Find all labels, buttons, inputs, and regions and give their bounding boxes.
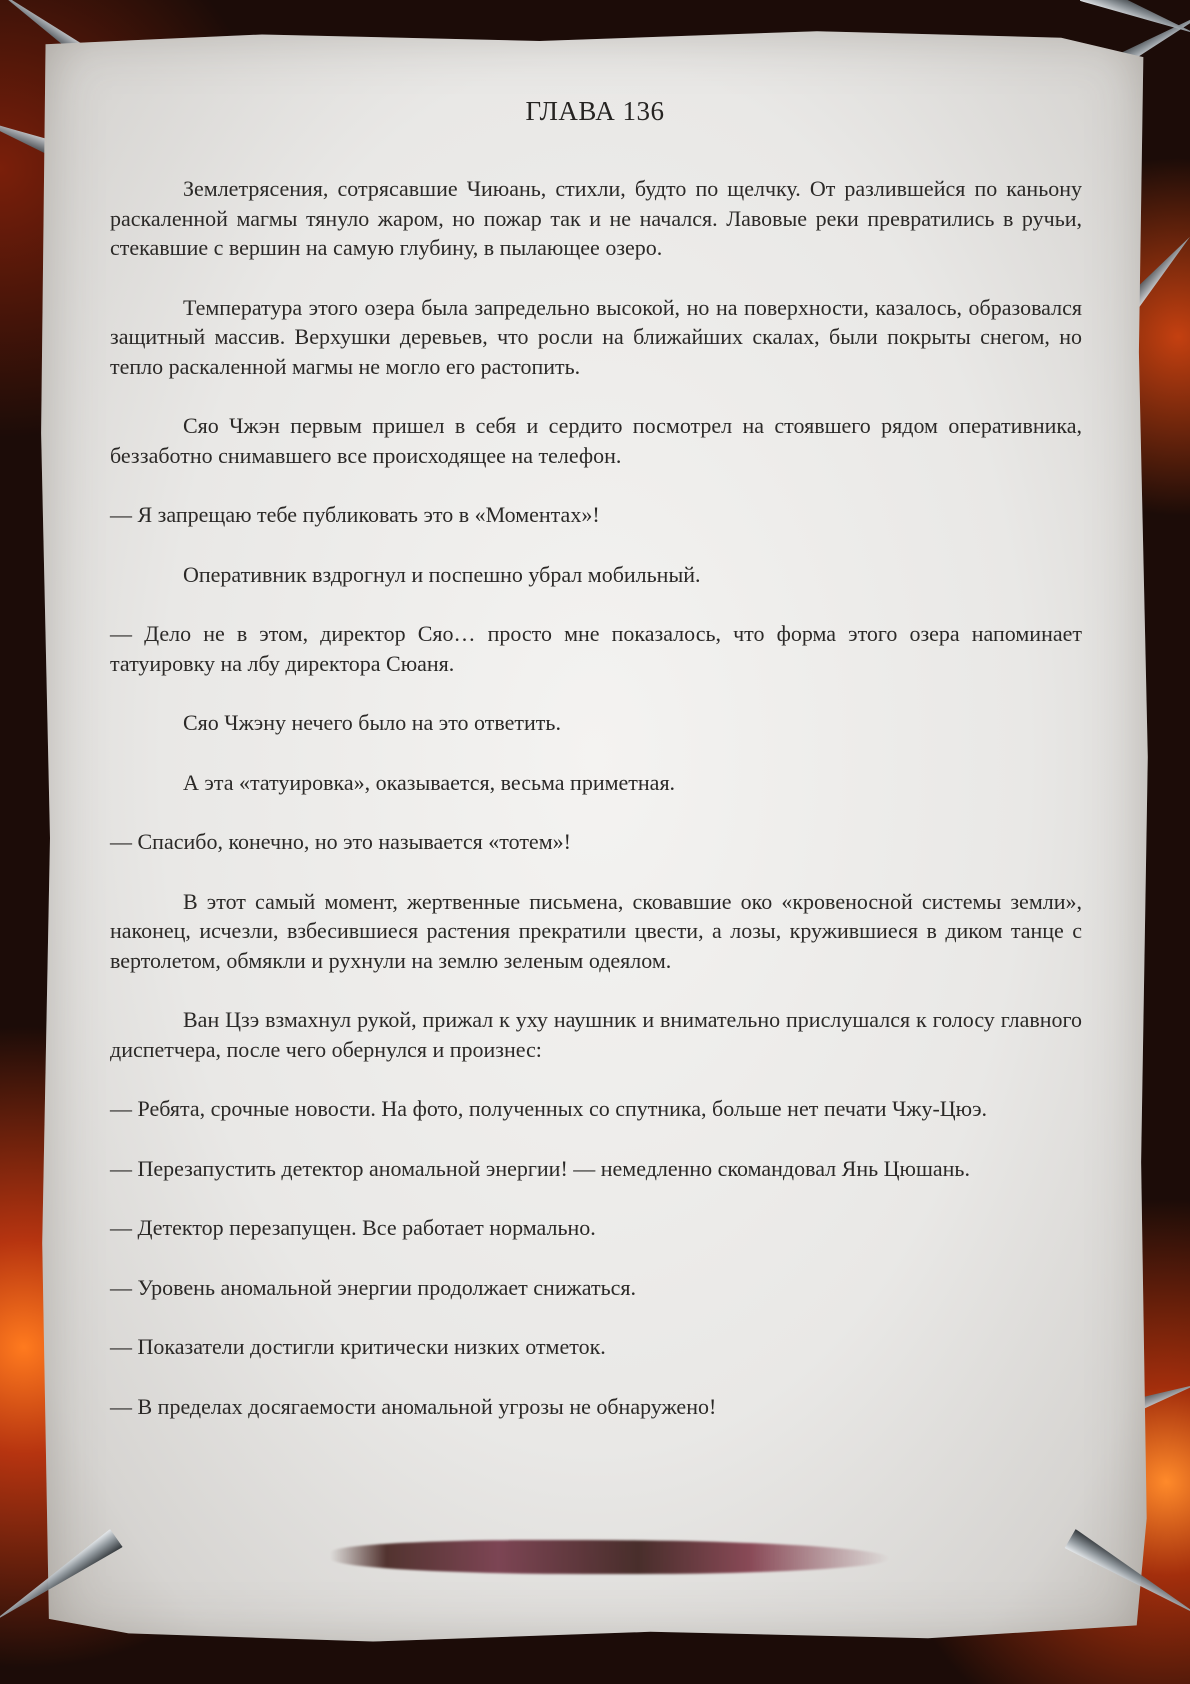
metal-spike-decoration <box>1080 0 1190 42</box>
dialogue-paragraph: — Детектор перезапущен. Все работает нормально. <box>110 1215 596 1240</box>
chapter-title: ГЛАВА 136 <box>525 96 665 126</box>
dialogue-paragraph: — Уровень аномальной энергии продолжает снижаться. <box>110 1274 637 1300</box>
chapter-body <box>110 174 1082 1421</box>
paragraph: Оперативник вздрогнул и поспешно убрал мобильный. <box>183 561 701 587</box>
paragraph: Землетрясения, сотрясавшие Чиюань, стихли, будто по щелчку. От разлившейся по каньону раскаленной магмы тянуло жаром, но пожар так и не начался. Лавовые реки превратились в ручьи, стекавшие с вершин на самую глубину, в пылающее озеро. <box>110 176 1082 260</box>
paragraph: А эта «татуировка», оказывается, весьма приметная. <box>183 769 676 795</box>
paragraph: Сяо Чжэну нечего было на это ответить. <box>183 710 561 735</box>
dialogue-paragraph: — Дело не в этом, директор Сяо… просто мне показалось, что форма этого озера напоминает татуировку на лбу директора Сюаня. <box>110 621 1082 676</box>
paragraph: Ван Цзэ взмахнул рукой, прижал к уху наушник и внимательно прислушался к голосу главного диспетчера, после чего обернулся и произнес: <box>110 1007 1082 1062</box>
paragraph: Температура этого озера была запредельно высокой, но на поверхности, казалось, образовался защитный массив. Верхушки деревьев, что росли на ближайших скалах, были покрыты снегом, но тепло раскаленной магмы не могло его растопить. <box>110 294 1082 379</box>
paragraph: В этот самый момент, жертвенные письмена, сковавшие око «кровеносной системы земли», наконец, исчезли, взбесившиеся растения прекратили цвести, а лозы, кружившиеся в диком танце с вертолетом, обмякли и рухнули на землю зеленым одеялом. <box>110 888 1082 973</box>
dialogue-paragraph: — В пределах досягаемости аномальной угрозы не обнаружено! <box>110 1393 717 1419</box>
dialogue-paragraph: — Перезапустить детектор аномальной энергии! — немедленно скомандовал Янь Цюшань. <box>110 1155 970 1181</box>
dialogue-paragraph: — Я запрещаю тебе публиковать это в «Моментах»! <box>110 502 600 527</box>
dialogue-paragraph: — Спасибо, конечно, но это называется «тотем»! <box>110 829 571 854</box>
dialogue-paragraph: — Показатели достигли критически низких отметок. <box>110 1334 606 1359</box>
burn-mark <box>330 1540 890 1574</box>
paragraph: Сяо Чжэн первым пришел в себя и сердито посмотрел на стоявшего рядом оперативника, беззаботно снимавшего все происходящее на телефон. <box>110 413 1082 468</box>
dialogue-paragraph: — Ребята, срочные новости. На фото, полученных со спутника, больше нет печати Чжу-Цюэ. <box>110 1096 988 1121</box>
